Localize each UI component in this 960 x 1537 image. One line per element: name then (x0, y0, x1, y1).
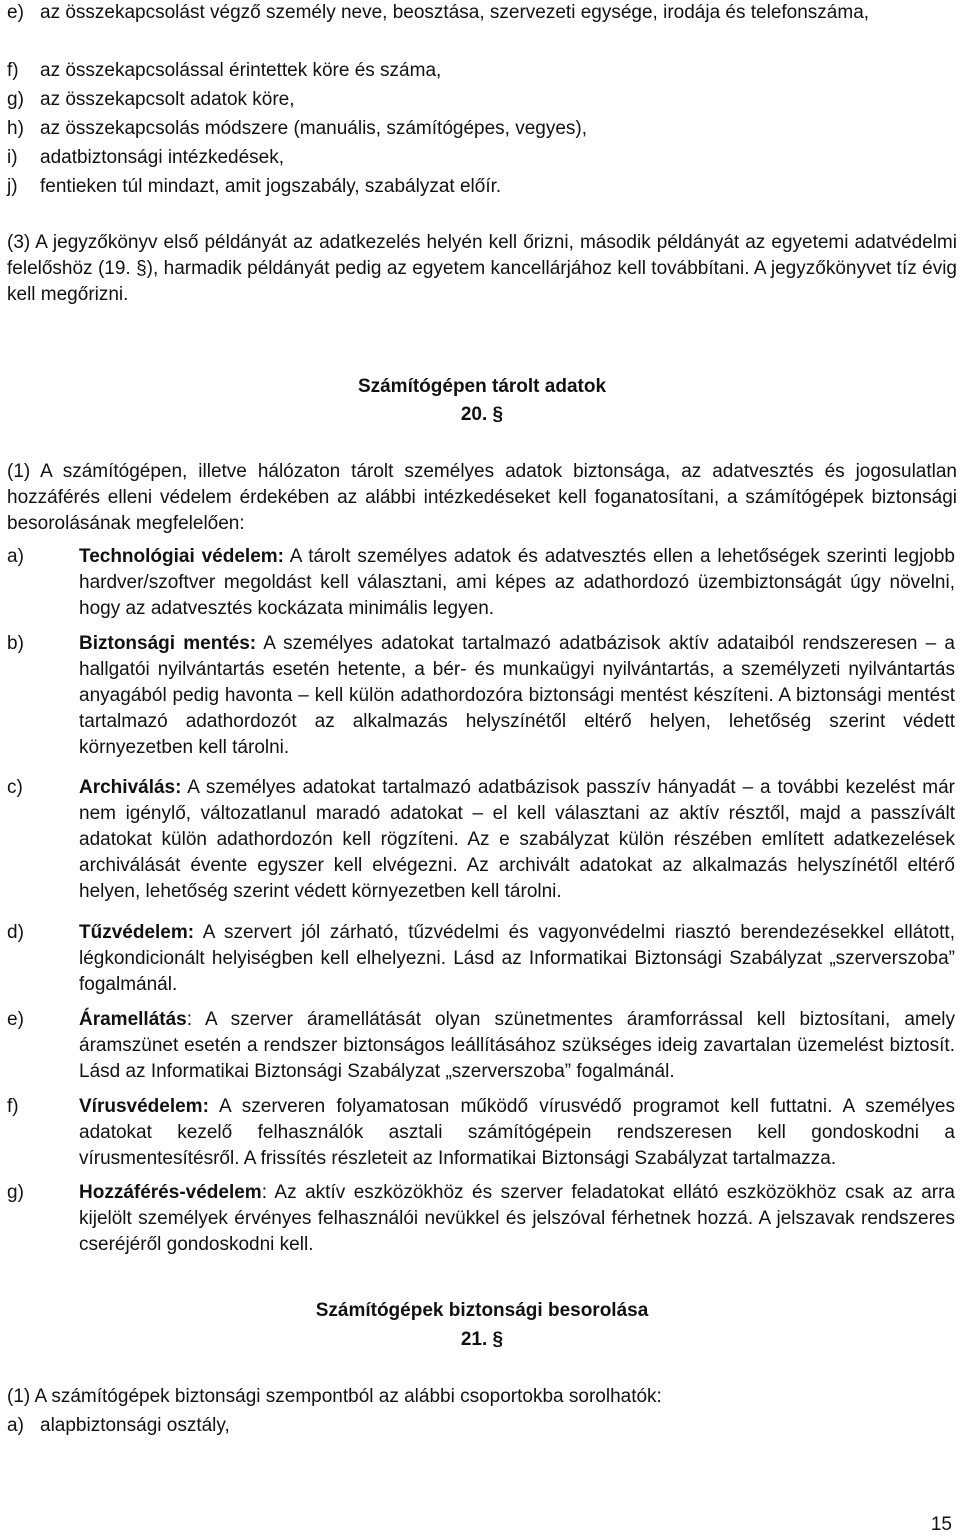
page-number: 15 (930, 1514, 952, 1535)
measure-text: Vírusvédelem: A szerveren folyamatosan működő vírusvédő programot kell futtatni. A személyes adatokat kezelő felhasználók asztali számítógépein rendszeresen kell gondoskodni a vírusmentesítésről. A frissítés részleteit az Informatikai Biztonsági Szabályzat tartalmazza. (79, 1096, 955, 1169)
measure-text: Biztonsági mentés: A személyes adatokat tartalmazó adatbázisok aktív adataiból rendszeresen – a hallgatói nyilvántartás esetén hetente, a bér- és munkaügyi nyilvántartás, a személyzeti nyilvántartás anyagából pedig havonta – kell külön adathordozóra biztonsági mentést készíteni. A biztonsági mentést tartalmazó adathordozót az alkalmazás helyszínétől eltérő helyen, lehetőség szerint védett környezetben kell tárolni. (79, 633, 955, 758)
list-text: az összekapcsolást végző személy neve, beosztása, szervezeti egysége, irodája és telefonszáma, (40, 2, 870, 23)
measure-text: Áramellátás: A szerver áramellátását olyan szünetmentes áramforrással kell biztosítani, amely áramszünet esetén a rendszer biztonságos leállításához szükséges ideig zavartalan üzemelést biztosít. Lásd az Informatikai Biztonsági Szabályzat „szerverszoba” fogalmánál. (79, 1009, 955, 1082)
measure-text: Hozzáférés-védelem: Az aktív eszközökhöz és szerver feladatokat ellátó eszközökhöz csak az arra kijelölt személyek érvényes felhasználói nevükkel és jelszóval férhetnek hozzá. A jelszavak rendszeres cseréjéről gondoskodni kell. (79, 1182, 955, 1255)
list-marker: e) (7, 2, 24, 23)
list-marker: h) (7, 118, 24, 139)
section-number: 20. § (460, 404, 504, 425)
list-marker: g) (7, 89, 24, 110)
measure-text: Technológiai védelem: A tárolt személyes adatok és adatvesztés ellen a lehetőségek szerinti legjobb hardver/szoftver megoldást kell választani, ami képes az adathordozó üzembiztonságát úgy növelni, hogy az adatvesztés kockázata minimális legyen. (79, 546, 955, 619)
paragraph-1: (1) A számítógépen, illetve hálózaton tárolt személyes adatok biztonsága, az adatvesztés és jogosulatlan hozzáférés elleni védelem érdekében az alábbi intézkedéseket kell foganatosítani, a számítógépek biztonsági besorolásának megfelelően: (7, 461, 957, 534)
paragraph-3: (3) A jegyzőkönyv első példányát az adatkezelés helyén kell őrizni, második példányát az egyetemi adatvédelmi felelőshöz (19. §), harmadik példányát pedig az egyetem kancellárjához kell továbbítani. A jegyzőkönyvet tíz évig kell megőrizni. (7, 232, 957, 305)
measure-term: Vírusvédelem: (79, 1096, 209, 1117)
paragraph-21-1: (1) A számítógépek biztonsági szempontból az alábbi csoportokba sorolhatók: (7, 1386, 662, 1407)
list-text: adatbiztonsági intézkedések, (40, 147, 284, 168)
list-marker: g) (7, 1182, 24, 1203)
measure-term: Tűzvédelem: (79, 922, 195, 943)
list-marker: f) (7, 60, 19, 81)
list-text: fentieken túl mindazt, amit jogszabály, szabályzat előír. (40, 176, 502, 197)
list-marker: c) (7, 777, 23, 798)
list-text: az összekapcsolt adatok köre, (40, 89, 295, 110)
measure-text: Archiválás: A személyes adatokat tartalmazó adatbázisok passzív hányadát – a további kezelést már nem igénylő, változatlanul maradó adatokat – el kell választani az aktív résztől, majd a passzívált adatokat külön adathordozón kell rögzíteni. Az e szabályzat külön részében említett adatkezelések archiválását évente egyszer kell elvégezni. Az archivált adatokat az alkalmazás helyszínétől eltérő helyen, lehetőség szerint védett környezetben kell tárolni. (79, 777, 955, 902)
list-marker: j) (7, 176, 18, 197)
section-number: 21. § (460, 1329, 504, 1350)
list-marker: e) (7, 1009, 24, 1030)
list-text: az összekapcsolással érintettek köre és száma, (40, 60, 442, 81)
section-title: Számítógépek biztonsági besorolása (315, 1300, 649, 1321)
measure-term: Hozzáférés-védelem (79, 1182, 262, 1203)
list-marker: f) (7, 1096, 19, 1117)
list-marker: b) (7, 633, 24, 654)
section-title: Számítógépen tárolt adatok (357, 376, 607, 397)
list-marker: d) (7, 922, 24, 943)
measure-term: Technológiai védelem: (79, 546, 284, 567)
list-text: alapbiztonsági osztály, (40, 1415, 230, 1436)
list-marker: i) (7, 147, 18, 168)
list-marker: a) (7, 1415, 24, 1436)
measure-term: Biztonsági mentés: (79, 633, 257, 654)
measure-text: Tűzvédelem: A szervert jól zárható, tűzvédelmi és vagyonvédelmi riasztó berendezésekkel ellátott, légkondicionált helyiségben kell elhelyezni. Lásd az Informatikai Biztonsági Szabályzat „szerverszoba” fogalmánál. (79, 922, 955, 995)
measure-term: Archiválás: (79, 777, 182, 798)
list-text: az összekapcsolás módszere (manuális, számítógépes, vegyes), (40, 118, 588, 139)
measure-term: Áramellátás (79, 1009, 187, 1030)
list-marker: a) (7, 546, 24, 567)
